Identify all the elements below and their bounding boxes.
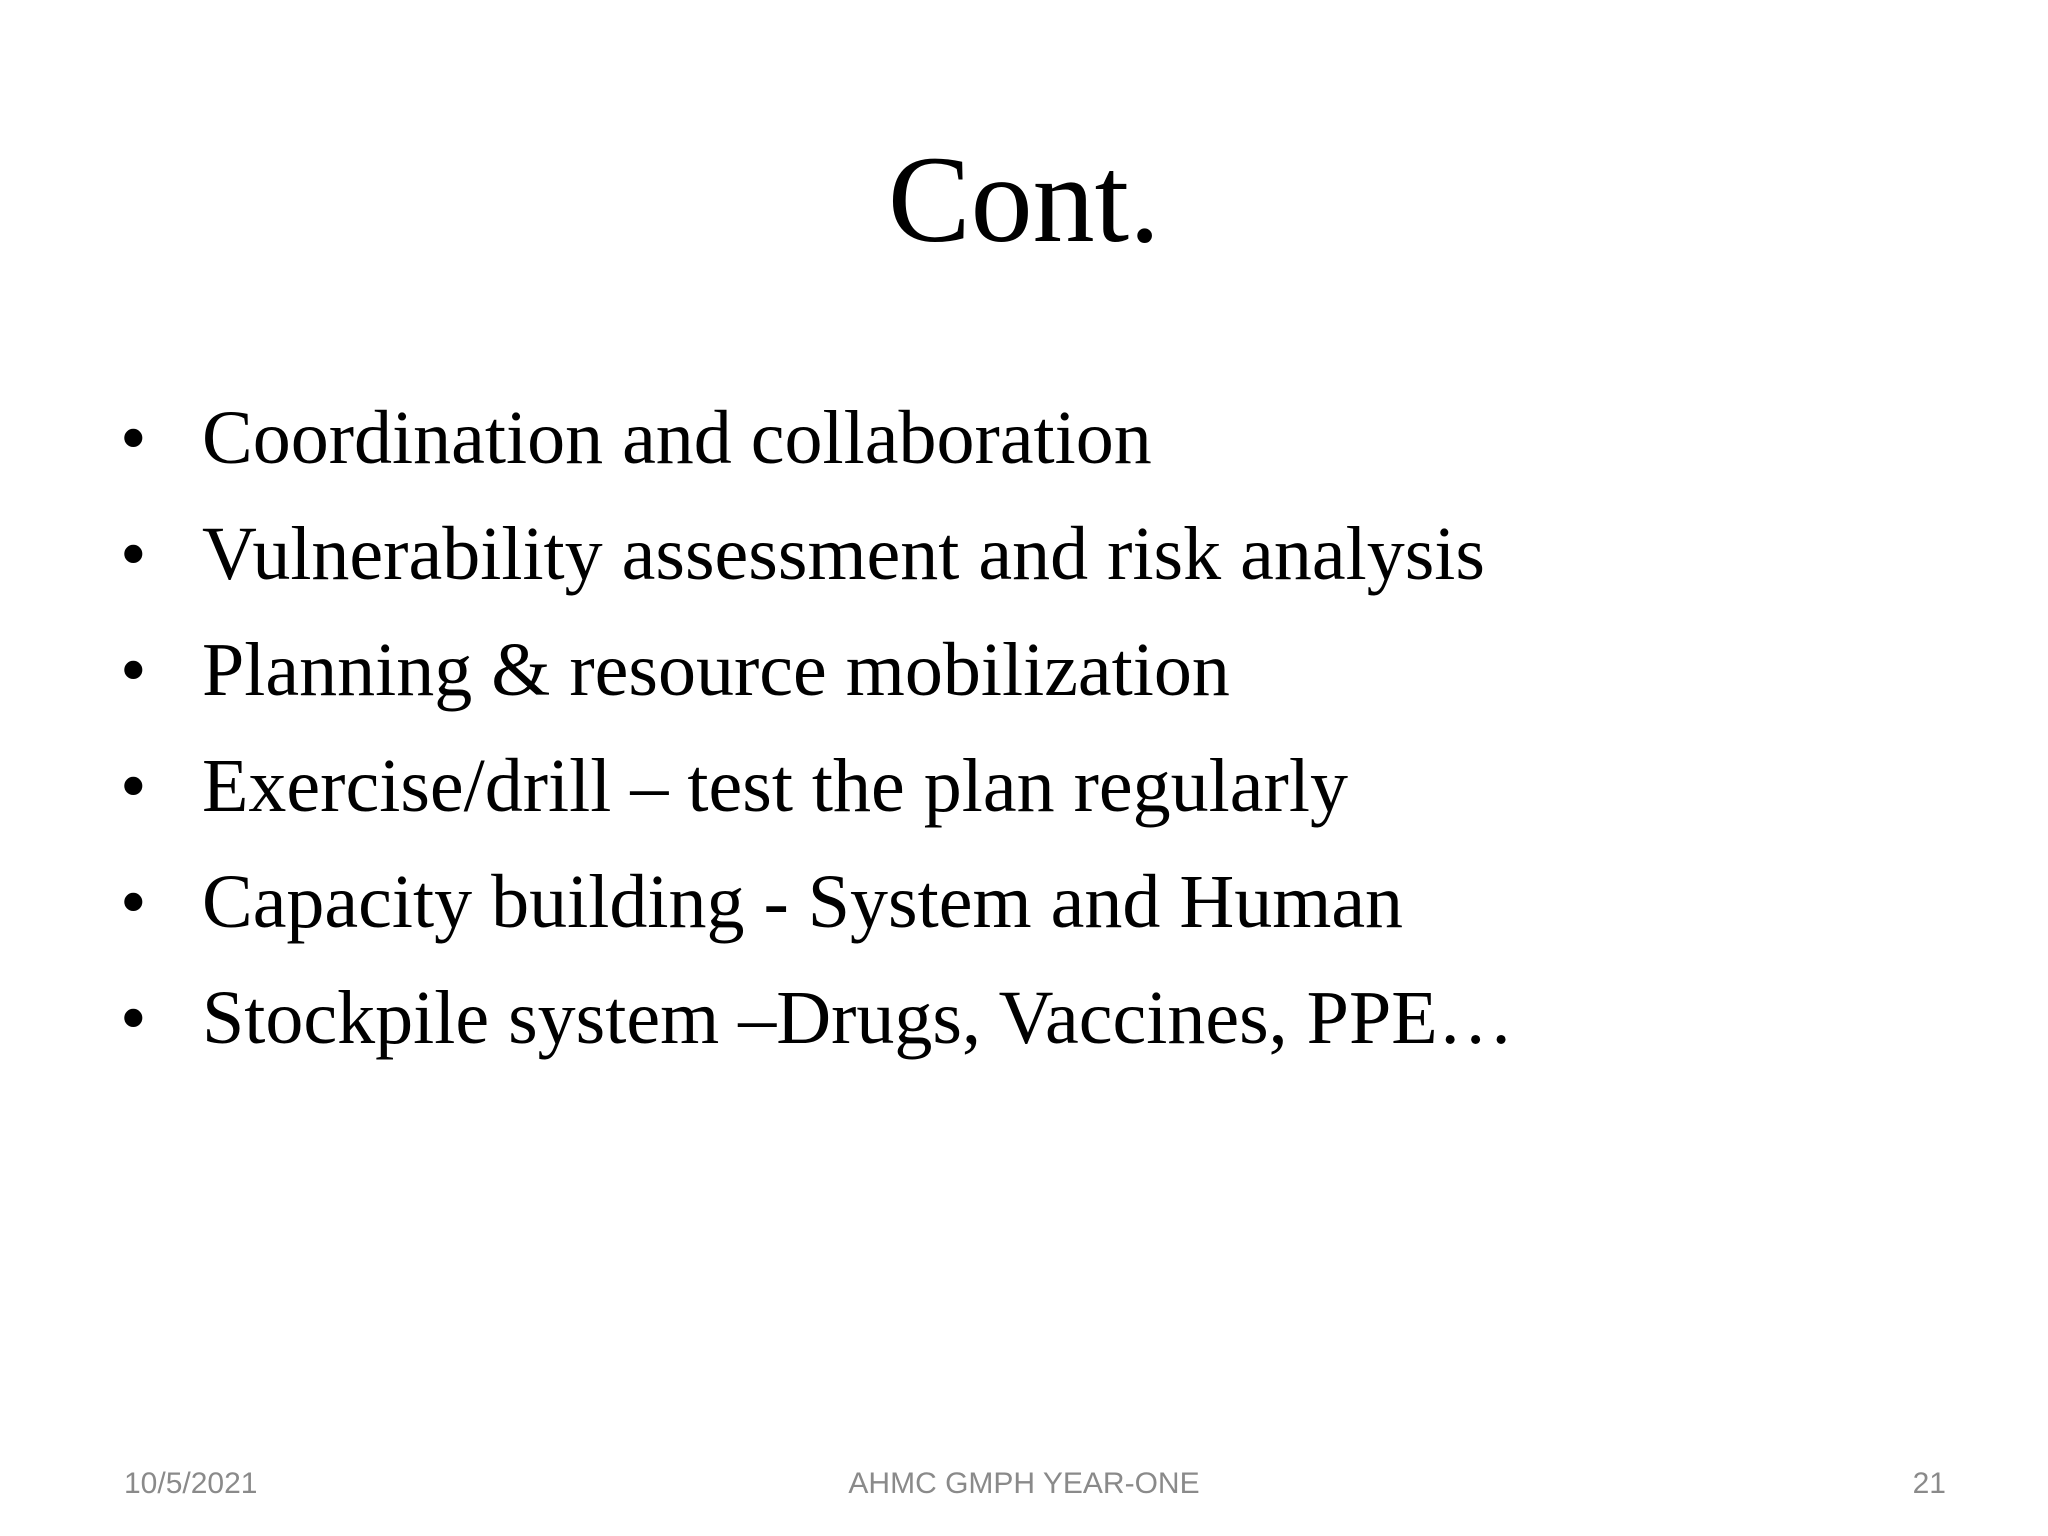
bullet-icon: • — [120, 628, 147, 712]
slide-number: 21 — [1912, 1467, 1946, 1500]
bullet-text: Vulnerability assessment and risk analysis — [202, 512, 1485, 596]
bullet-item — [120, 496, 1940, 612]
bullet-icon: • — [120, 744, 147, 828]
bullet-icon: • — [120, 976, 147, 1060]
bullet-item — [120, 380, 1940, 496]
slide-title: Cont. — [887, 131, 1161, 268]
bullet-text: Planning & resource mobilization — [202, 628, 1230, 712]
bullet-icon: • — [120, 396, 147, 480]
bullet-text: Capacity building - System and Human — [202, 860, 1404, 944]
bullet-item — [120, 612, 1940, 728]
bullet-item — [120, 960, 1940, 1076]
bullet-text: Exercise/drill – test the plan regularly — [202, 744, 1348, 828]
bullet-item — [120, 844, 1940, 960]
footer-center-text: AHMC GMPH YEAR-ONE — [848, 1467, 1200, 1500]
bullet-icon: • — [120, 512, 147, 596]
bullet-icon: • — [120, 860, 147, 944]
footer-date: 10/5/2021 — [124, 1467, 258, 1500]
bullet-text: Stockpile system –Drugs, Vaccines, PPE… — [202, 976, 1514, 1060]
bullet-list — [120, 380, 1940, 1076]
bullet-item — [120, 728, 1940, 844]
bullet-text: Coordination and collaboration — [202, 396, 1152, 480]
